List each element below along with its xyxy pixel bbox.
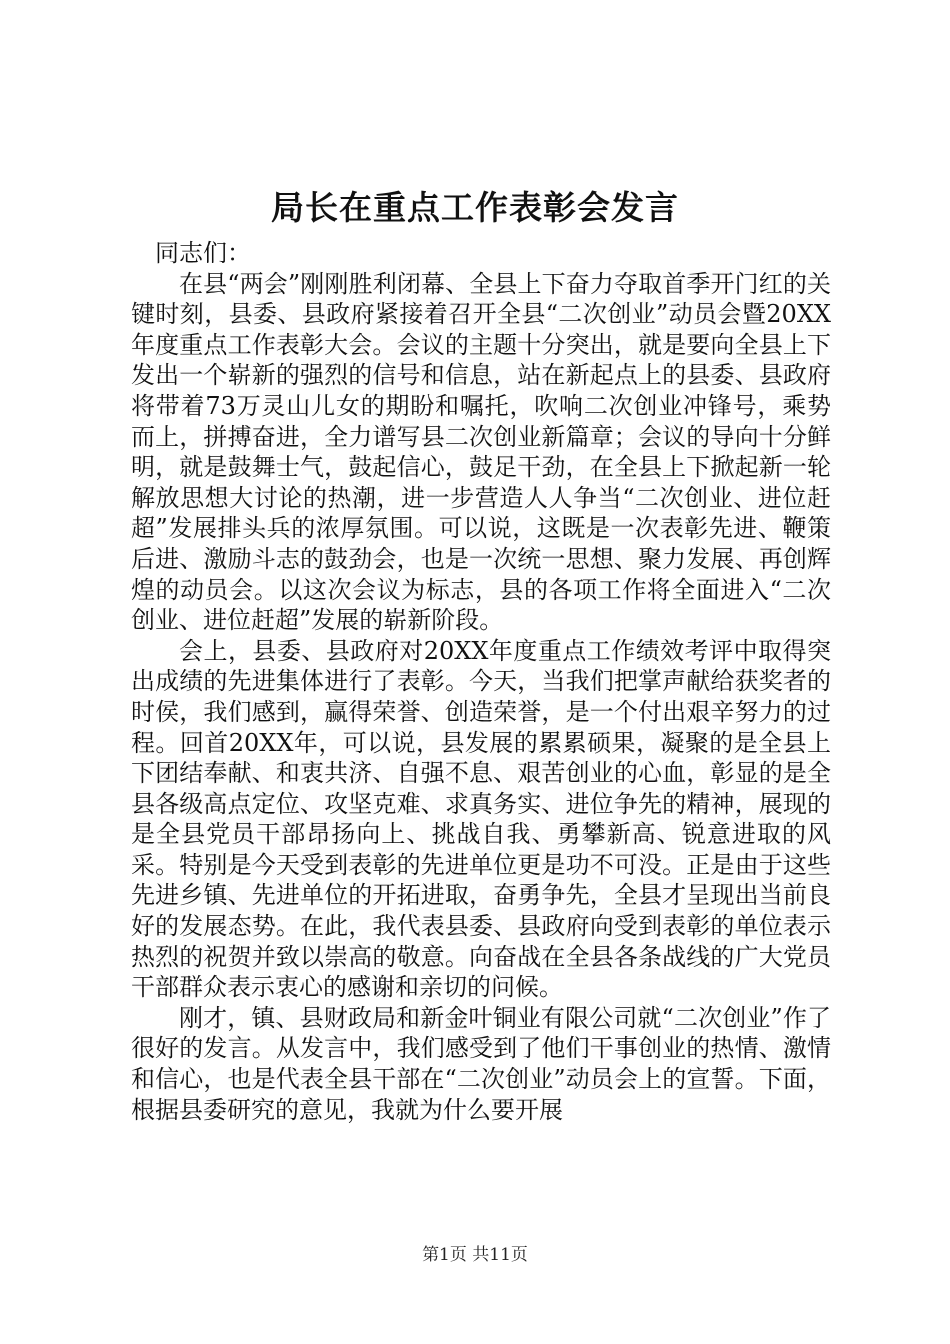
- paragraph-3: 刚才，镇、县财政局和新金叶铜业有限公司就“二次创业”作了很好的发言。从发言中，我们感受到了他们干事创业的热情、激情和信心，也是代表全县干部在“二次创业”动员会上的宣誓。下面，根据县委研究的意见，我就为什么要开展: [131, 1003, 831, 1124]
- paragraph-2: 会上，县委、县政府对20XX年度重点工作绩效考评中取得突出成绩的先进集体进行了表彰。今天，当我们把掌声献给获奖者的时侯，我们感到，赢得荣誉、创造荣誉，是一个付出艰辛努力的过程。回首20XX年，可以说，县发展的累累硕果，凝聚的是全县上下团结奉献、和衷共济、自强不息、艰苦创业的心血，彰显的是全县各级高点定位、攻坚克难、求真务实、进位争先的精神，展现的是全县党员干部昂扬向上、挑战自我、勇攀新高、锐意进取的风采。特别是今天受到表彰的先进单位更是功不可没。正是由于这些先进乡镇、先进单位的开拓进取，奋勇争先，全县才呈现出当前良好的发展态势。在此，我代表县委、县政府向受到表彰的单位表示热烈的祝贺并致以崇高的敬意。向奋战在全县各条战线的广大党员干部群众表示衷心的感谢和亲切的问候。: [131, 636, 831, 1002]
- greeting-line: 同志们：: [155, 239, 251, 267]
- page-number-footer: 第1页 共11页: [422, 1245, 528, 1265]
- document-title: 局长在重点工作表彰会发言: [271, 188, 679, 227]
- document-body: [131, 238, 831, 1125]
- paragraph-1: 在县“两会”刚刚胜利闭幕、全县上下奋力夺取首季开门红的关键时刻，县委、县政府紧接着召开全县“二次创业”动员会暨20XX年度重点工作表彰大会。会议的主题十分突出，就是要向全县上下发出一个崭新的强烈的信号和信息，站在新起点上的县委、县政府将带着73万灵山儿女的期盼和嘱托，吹响二次创业冲锋号，乘势而上，拼搏奋进，全力谱写县二次创业新篇章；会议的导向十分鲜明，就是鼓舞士气，鼓起信心，鼓足干劲，在全县上下掀起新一轮解放思想大讨论的热潮，进一步营造人人争当“二次创业、进位赶超”发展排头兵的浓厚氛围。可以说，这既是一次表彰先进、鞭策后进、激励斗志的鼓劲会，也是一次统一思想、聚力发展、再创辉煌的动员会。以这次会议为标志，县的各项工作将全面进入“二次创业、进位赶超”发展的崭新阶段。: [131, 269, 831, 635]
